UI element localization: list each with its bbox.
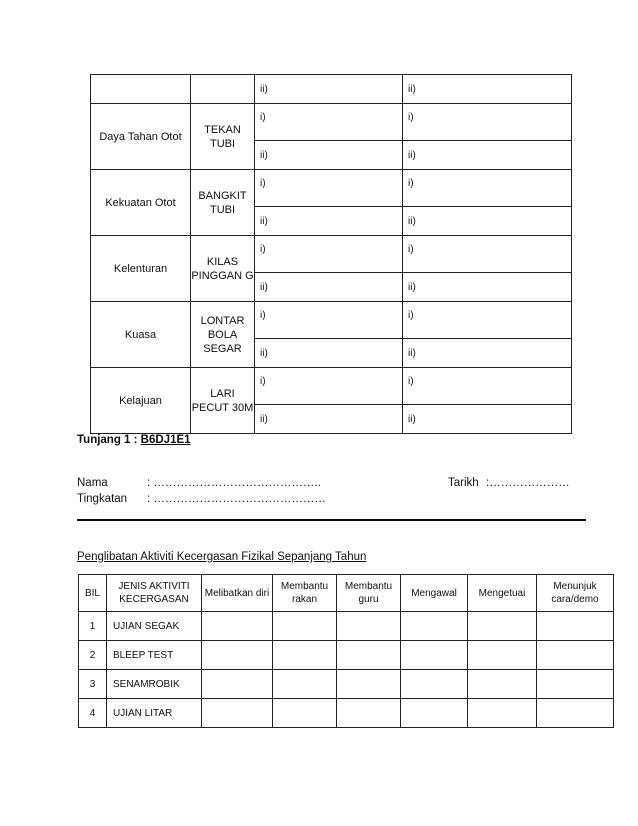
component-cell: Daya Tahan Otot <box>91 104 191 170</box>
table-row <box>91 236 572 273</box>
answer-cell: i) <box>403 170 572 207</box>
check-cell[interactable] <box>468 641 537 670</box>
activity-cell: BLEEP TEST <box>107 641 202 670</box>
activity-section-title: Penglibatan Aktiviti Kecergasan Fizikal Sepanjang Tahun <box>77 551 367 563</box>
answer-cell: i) <box>403 368 572 405</box>
column-header: Menunjuk cara/demo <box>537 575 614 612</box>
component-cell: Kelajuan <box>91 368 191 434</box>
bil-cell: 1 <box>79 612 107 641</box>
fitness-test-table <box>90 74 572 434</box>
check-cell[interactable] <box>468 699 537 728</box>
check-cell[interactable] <box>202 641 273 670</box>
answer-cell: ii) <box>403 141 572 170</box>
heading-prefix: Tunjang 1 : <box>77 434 141 446</box>
answer-cell: ii) <box>403 273 572 302</box>
test-cell: LONTAR BOLA SEGAR <box>191 302 255 368</box>
table-row <box>91 302 572 339</box>
activity-cell: UJIAN LITAR <box>107 699 202 728</box>
check-cell[interactable] <box>273 699 337 728</box>
table-row <box>79 699 614 728</box>
table-row <box>91 170 572 207</box>
check-cell[interactable] <box>537 699 614 728</box>
answer-cell: ii) <box>255 141 403 170</box>
column-header: Mengetuai <box>468 575 537 612</box>
answer-cell: i) <box>255 236 403 273</box>
table-row <box>79 670 614 699</box>
answer-cell: i) <box>255 368 403 405</box>
check-cell[interactable] <box>401 699 468 728</box>
check-cell[interactable] <box>202 699 273 728</box>
test-cell: LARI PECUT 30M <box>191 368 255 434</box>
nama-label: Nama <box>77 477 108 489</box>
column-header: Melibatkan diri <box>202 575 273 612</box>
answer-cell: i) <box>255 170 403 207</box>
check-cell[interactable] <box>337 641 401 670</box>
check-cell[interactable] <box>202 670 273 699</box>
check-cell[interactable] <box>202 612 273 641</box>
check-cell[interactable] <box>468 670 537 699</box>
check-cell[interactable] <box>273 641 337 670</box>
check-cell[interactable] <box>401 612 468 641</box>
tarikh-label: Tarikh <box>448 477 479 489</box>
answer-cell: i) <box>403 236 572 273</box>
component-cell: Kekuatan Otot <box>91 170 191 236</box>
table-row <box>79 612 614 641</box>
answer-cell: ii) <box>403 405 572 434</box>
tingkatan-field[interactable]: : ……………………………………… <box>147 493 326 505</box>
table-row <box>79 641 614 670</box>
table-row <box>91 75 572 104</box>
column-header: BIL <box>79 575 107 612</box>
component-cell <box>91 75 191 104</box>
answer-cell: i) <box>255 302 403 339</box>
test-cell: BANGKIT TUBI <box>191 170 255 236</box>
answer-cell: ii) <box>255 273 403 302</box>
check-cell[interactable] <box>401 670 468 699</box>
check-cell[interactable] <box>273 670 337 699</box>
column-header: Mengawal <box>401 575 468 612</box>
activity-cell: UJIAN SEGAK <box>107 612 202 641</box>
answer-cell: ii) <box>403 75 572 104</box>
check-cell[interactable] <box>273 612 337 641</box>
check-cell[interactable] <box>537 612 614 641</box>
check-cell[interactable] <box>401 641 468 670</box>
table-row <box>91 368 572 405</box>
answer-cell: ii) <box>255 75 403 104</box>
answer-cell: ii) <box>403 207 572 236</box>
activity-cell: SENAMROBIK <box>107 670 202 699</box>
heading-code: B6DJ1E1 <box>140 434 191 446</box>
table-row <box>91 104 572 141</box>
answer-cell: ii) <box>255 207 403 236</box>
tingkatan-label: Tingkatan <box>77 493 128 505</box>
answer-cell: i) <box>403 302 572 339</box>
check-cell[interactable] <box>337 612 401 641</box>
answer-cell: ii) <box>255 405 403 434</box>
check-cell[interactable] <box>337 699 401 728</box>
check-cell[interactable] <box>537 641 614 670</box>
answer-cell: i) <box>403 104 572 141</box>
test-cell: TEKAN TUBI <box>191 104 255 170</box>
bil-cell: 3 <box>79 670 107 699</box>
tarikh-field[interactable]: :………………… <box>486 477 570 489</box>
divider <box>77 519 586 521</box>
check-cell[interactable] <box>468 612 537 641</box>
answer-cell: ii) <box>403 339 572 368</box>
answer-cell: i) <box>255 104 403 141</box>
table-header-row <box>79 575 614 612</box>
component-cell: Kelenturan <box>91 236 191 302</box>
column-header: Membantu guru <box>337 575 401 612</box>
activity-table <box>78 574 614 728</box>
check-cell[interactable] <box>337 670 401 699</box>
test-cell <box>191 75 255 104</box>
test-cell: KILAS PINGGAN G <box>191 236 255 302</box>
component-cell: Kuasa <box>91 302 191 368</box>
answer-cell: ii) <box>255 339 403 368</box>
bil-cell: 2 <box>79 641 107 670</box>
nama-field[interactable]: : …………………………………….. <box>147 477 321 489</box>
section-heading <box>77 434 191 446</box>
check-cell[interactable] <box>537 670 614 699</box>
bil-cell: 4 <box>79 699 107 728</box>
column-header: JENIS AKTIVITI KECERGASAN <box>107 575 202 612</box>
column-header: Membantu rakan <box>273 575 337 612</box>
